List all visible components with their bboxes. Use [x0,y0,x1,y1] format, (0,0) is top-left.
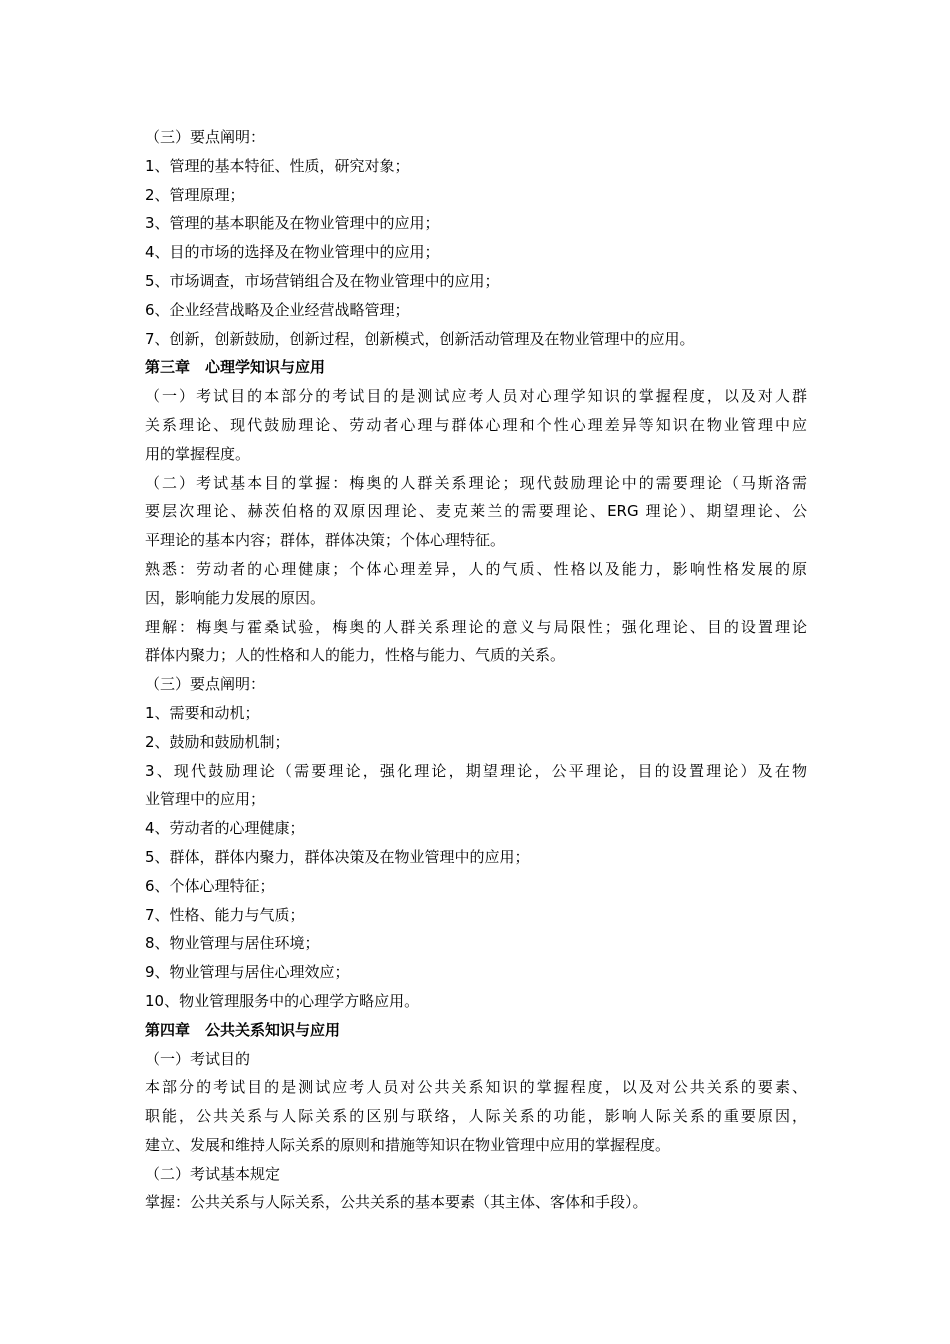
text-line: 9、物业管理与居住心理效应； [145,963,350,982]
text-line: （二）考试基本目的掌握：梅奥的人群关系理论；现代鼓励理论中的需要理论（马斯洛需 [145,473,807,492]
text-line: 4、劳动者的心理健康； [145,819,305,838]
text-line: 5、市场调查，市场营销组合及在物业管理中的应用； [145,271,500,290]
text-line: 熟悉：劳动者的心理健康；个体心理差异，人的气质、性格以及能力，影响性格发展的原 [145,559,807,578]
text-line: 6、企业经营战略及企业经营战略管理； [145,300,410,319]
text-line: （二）考试基本规定 [145,1164,281,1183]
text-line: 理解：梅奥与霍桑试验，梅奥的人群关系理论的意义与局限性；强化理论、目的设置理论 [145,617,807,636]
text-line: 4、目的市场的选择及在物业管理中的应用； [145,243,440,262]
text-line: 平理论的基本内容；群体，群体决策；个体心理特征。 [145,531,506,550]
text-line: 群体内聚力；人的性格和人的能力，性格与能力、气质的关系。 [145,646,566,665]
document-body [145,123,807,1217]
text-line: 10、物业管理服务中的心理学方略应用。 [145,991,420,1010]
text-line: 掌握：公共关系与人际关系，公共关系的基本要素（其主体、客体和手段）。 [145,1193,648,1212]
text-line: 1、需要和动机； [145,703,260,722]
text-line: 2、鼓励和鼓励机制； [145,732,290,751]
text-line: 2、管理原理； [145,185,245,204]
text-line: 7、性格、能力与气质； [145,905,305,924]
text-line: 关系理论、现代鼓励理论、劳动者心理与群体心理和个性心理差异等知识在物业管理中应 [145,415,807,434]
text-line: （三）要点阐明： [145,128,266,146]
text-line: 3、管理的基本职能及在物业管理中的应用； [145,214,440,233]
text-line: 5、群体，群体内聚力，群体决策及在物业管理中的应用； [145,847,530,866]
text-line: 3、现代鼓励理论（需要理论，强化理论，期望理论，公平理论，目的设置理论）及在物 [145,761,807,780]
text-line: 职能，公共关系与人际关系的区别与联络，人际关系的功能，影响人际关系的重要原因， [145,1107,807,1126]
text-line: 要层次理论、赫茨伯格的双原因理论、麦克莱兰的需要理论、ERG 理论）、期望理论、公 [145,502,807,521]
text-line: （三）要点阐明： [145,675,266,694]
chapter-heading: 第三章 心理学知识与应用 [145,358,326,377]
text-line: 因，影响能力发展的原因。 [145,588,326,607]
text-line: 本部分的考试目的是测试应考人员对公共关系知识的掌握程度，以及对公共关系的要素、 [145,1078,807,1097]
text-line: 6、个体心理特征； [145,876,275,895]
text-line: 建立、发展和维持人际关系的原则和措施等知识在物业管理中应用的掌握程度。 [145,1135,671,1154]
text-line: 8、物业管理与居住环境； [145,934,320,953]
text-line: 1、管理的基本特征、性质，研究对象； [145,156,410,175]
text-line: （一）考试目的本部分的考试目的是测试应考人员对心理学知识的掌握程度，以及对人群 [145,387,807,406]
text-line: 用的掌握程度。 [145,444,251,463]
text-line: 业管理中的应用； [145,790,266,809]
text-line: 7、创新，创新鼓励，创新过程，创新模式，创新活动管理及在物业管理中的应用。 [145,329,695,348]
text-line: （一）考试目的 [145,1049,251,1068]
chapter-heading: 第四章 公共关系知识与应用 [145,1020,341,1039]
